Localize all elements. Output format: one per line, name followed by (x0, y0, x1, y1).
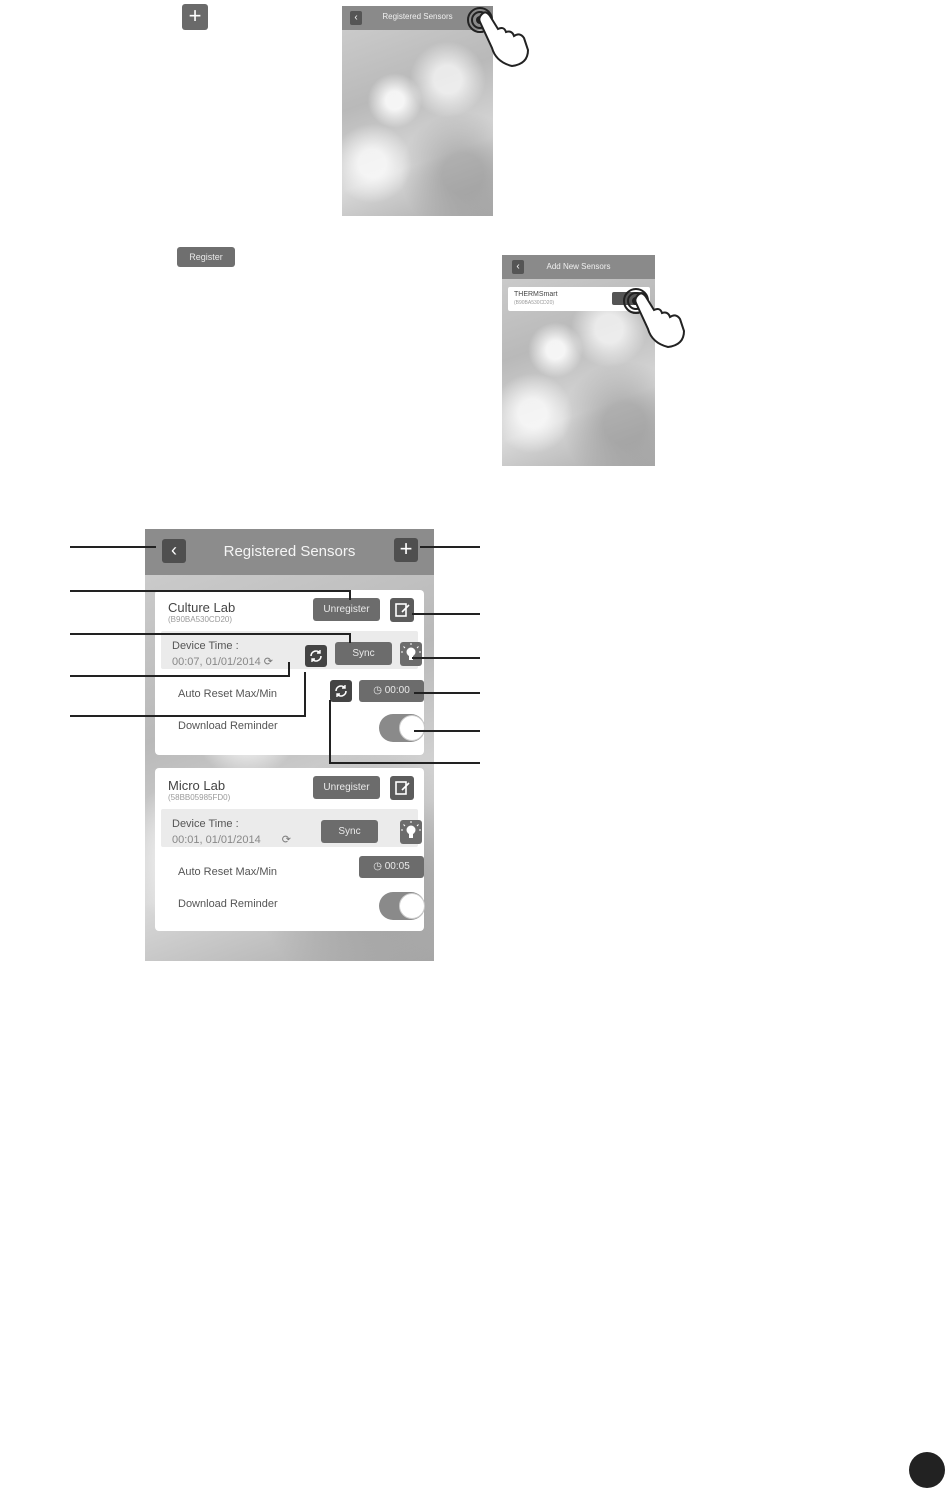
sensor-name: Micro Lab (168, 778, 226, 793)
hand-pointer-icon (618, 285, 688, 355)
download-reminder-label: Download Reminder (178, 720, 278, 732)
lightbulb-icon[interactable] (400, 820, 422, 844)
device-time-value (172, 655, 273, 668)
back-button[interactable]: ‹ (350, 11, 362, 25)
sensor-id: (B90BA530CD20) (168, 615, 233, 624)
callout-line (420, 546, 480, 548)
page-marker (909, 1452, 945, 1488)
callout-line (414, 730, 480, 732)
sensor-id: (B90BA530CD20) (514, 300, 555, 306)
callout-line (412, 657, 480, 659)
edit-icon[interactable] (390, 776, 414, 800)
clock-icon: ◷ (373, 685, 382, 696)
sensor-name: THERMSmart (514, 291, 558, 298)
callout-line (70, 633, 350, 635)
callout-line (288, 662, 290, 677)
reset-time-button[interactable] (359, 856, 424, 878)
page-title: Registered Sensors (223, 543, 356, 560)
callout-line (330, 762, 480, 764)
reset-max-min-icon[interactable] (330, 680, 352, 702)
download-reminder-toggle[interactable] (379, 714, 425, 742)
auto-reset-label: Auto Reset Max/Min (178, 866, 278, 878)
device-time-text: 00:01, 01/01/2014 (172, 834, 261, 846)
callout-line (349, 590, 351, 600)
chevron-left-icon[interactable]: ‹ (162, 539, 186, 563)
callout-line (412, 613, 480, 615)
sync-button[interactable]: Sync (335, 642, 392, 665)
auto-reset-label: Auto Reset Max/Min (178, 688, 278, 700)
sensor-id: (58BB05985FD0) (168, 793, 231, 802)
screen-title: Add New Sensors (546, 262, 611, 271)
registered-sensors-screen (145, 529, 434, 961)
unregister-button[interactable]: Unregister (313, 776, 380, 799)
callout-line (70, 675, 290, 677)
download-reminder-label: Download Reminder (178, 898, 278, 910)
sensor-name: Culture Lab (168, 600, 236, 615)
toggle-knob (399, 893, 425, 919)
device-time-text: 00:07, 01/01/2014 (172, 656, 261, 668)
reset-time-button[interactable] (359, 680, 424, 702)
lightbulb-icon[interactable] (400, 642, 422, 666)
download-reminder-toggle[interactable] (379, 892, 425, 920)
callout-line (329, 700, 331, 764)
callout-line (70, 715, 306, 717)
refresh-small-icon: ⟳ (263, 656, 273, 668)
reset-time-value: 00:00 (384, 685, 410, 696)
reset-time-value: 00:05 (384, 861, 410, 872)
hand-pointer-icon (462, 4, 532, 74)
sync-button[interactable]: Sync (321, 820, 378, 843)
callout-line (304, 672, 306, 717)
unregister-button[interactable]: Unregister (313, 598, 380, 621)
back-button[interactable]: ‹ (512, 260, 524, 274)
plus-icon[interactable]: + (394, 538, 418, 562)
callout-line (349, 633, 351, 643)
device-time-value (172, 833, 291, 846)
refresh-small-icon: ⟳ (281, 834, 291, 846)
device-time-label: Device Time : (172, 640, 239, 652)
callout-line (70, 546, 156, 548)
sensor-card (155, 768, 424, 931)
sync-time-icon[interactable] (305, 645, 327, 667)
register-button-icon: Register (177, 247, 235, 267)
toggle-knob (399, 715, 425, 741)
edit-icon[interactable] (390, 598, 414, 622)
clock-icon: ◷ (373, 861, 382, 872)
screen-title: Registered Sensors (382, 12, 453, 21)
device-time-label: Device Time : (172, 818, 239, 830)
callout-line (70, 590, 350, 592)
plus-icon: + (182, 4, 208, 30)
callout-line (414, 692, 480, 694)
